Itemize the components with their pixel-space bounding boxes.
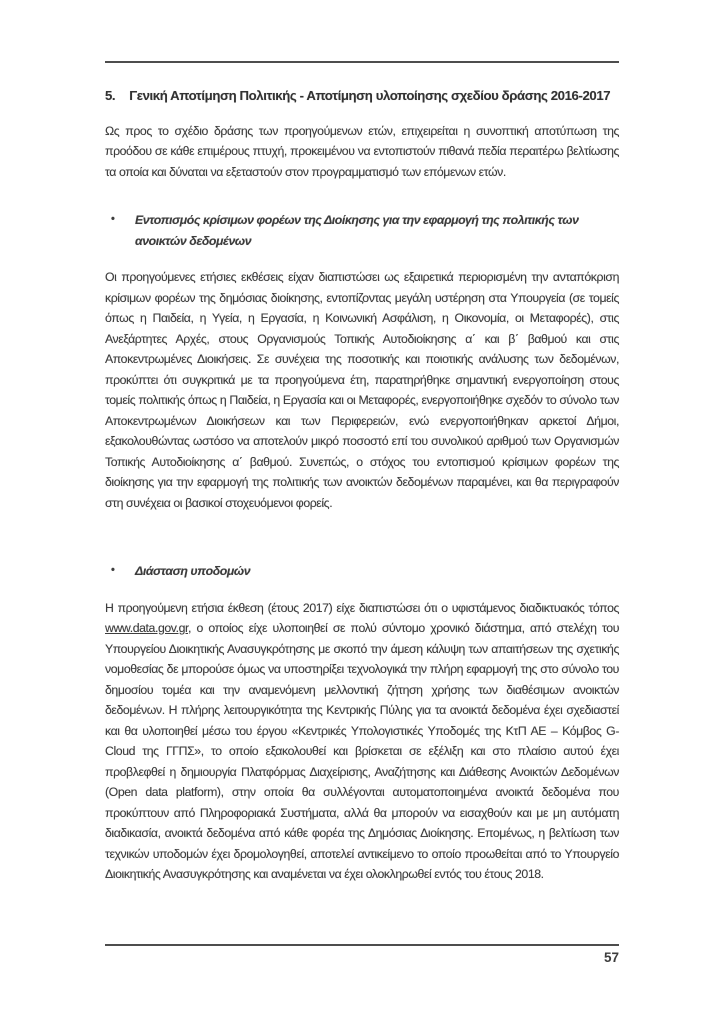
heading-number: 5. xyxy=(105,88,116,103)
bullet-icon: • xyxy=(111,213,115,225)
heading-title: Γενική Αποτίμηση Πολιτικής - Αποτίμηση υλοποίησης σχεδίου δράσης 2016-2017 xyxy=(129,88,611,103)
section-heading xyxy=(105,86,619,107)
header-rule xyxy=(105,61,619,63)
bullet-icon: • xyxy=(111,564,115,576)
bullet-item-critical-bodies xyxy=(105,210,619,251)
bullet-item-title: Διάσταση υποδομών xyxy=(135,564,251,578)
body-paragraph-infrastructure xyxy=(105,598,619,885)
data-gov-link[interactable]: www.data.gov.gr xyxy=(105,621,189,635)
page-number: 57 xyxy=(603,950,619,965)
footer-rule xyxy=(105,944,619,946)
intro-paragraph: Ως προς το σχέδιο δράσης των προηγούμενων ετών, επιχειρείται η συνοπτική αποτύπωση της προόδου σε κάθε επιμέρους πτυχή, προκειμένου να εντοπιστούν πιθανά πεδία περαιτέρω βελτίωσης τα οποία και δύναται να εξεταστούν στον προγραμματισμό των επόμενων ετών. xyxy=(105,123,619,179)
page-content xyxy=(105,86,619,885)
bullet-item-title: Εντοπισμός κρίσιμων φορέων της Διοίκησης για την εφαρμογή της πολιτικής των ανοικτών δεδομένων xyxy=(135,213,579,248)
body-text-before-link: Η προηγούμενη ετήσια έκθεση (έτους 2017) είχε διαπιστώσει ότι ο υφιστάμενος διαδικτυακός τόπος xyxy=(105,600,619,615)
body-paragraph-critical-bodies: Οι προηγούμενες ετήσιες εκθέσεις είχαν διαπιστώσει ως εξαιρετικά περιορισμένη την ανταπόκριση κρίσιμων φορέων της δημόσιας διοίκησης, εντοπίζοντας μεγάλη υστέρηση στα Υπουργεία (σε τομείς όπως η Παιδεία, η Υγεία, η Εργασία, η Κοινωνική Ασφάλιση, η Οικονομία, οι Μεταφορές), στις Ανεξάρτητες Αρχές, στους Οργανισμούς Τοπικής Αυτοδιοίκησης α΄ και β΄ βαθμού και στις Αποκεντρωμένες Διοικήσεις. Σε συνέχεια της ποσοτικής και ποιοτικής ανάλυσης των δεδομένων, προκύπτει ότι συγκριτικά με τα προηγούμενα έτη, παρατηρήθηκε σημαντική ενεργοποίηση στους τομείς πολιτικής όπως η Παιδεία, η Εργασία και οι Μεταφορές, ενεργοποιήθηκε σχεδόν το σύνολο των Αποκεντρωμένων Διοικήσεων και των Περιφερειών, ενώ ενεργοποιήθηκαν αρκετοί Δήμοι, εξακολουθώντας ωστόσο να αποτελούν μικρό ποσοστό επί του συνολικού αριθμού των Οργανισμών Τοπικής Αυτοδιοίκησης α΄ βαθμού. Συνεπώς, ο στόχος του εντοπισμού κρίσιμων φορέων της διοίκησης για την εφαρμογή της πολιτικής των ανοικτών δεδομένων παραμένει, και θα περιγραφούν στη συνέχεια οι βασικοί στοχευόμενοι φορείς. xyxy=(105,270,619,510)
bullet-item-infrastructure xyxy=(105,561,619,582)
body-text-after-link: , ο οποίος είχε υλοποιηθεί σε πολύ σύντομο χρονικό διάστημα, από στελέχη του Υπουργείου Διοικητικής Ανασυγκρότησης με σκοπό την άμεση κάλυψη των απαιτήσεων της σχετικής νομοθεσίας δε μπορούσε όμως να υποστηρίξει τεχνολογικά την πλήρη εφαρμογή της στο σύνολο του δημοσίου τομέα και την αναμενόμενη μελλοντική ζήτηση χρήσης των διαθέσιμων ανοικτών δεδομένων. Η πλήρης λειτουργικότητα της Κεντρικής Πύλης για τα ανοικτά δεδομένα έχει σχεδιαστεί και θα υλοποιηθεί μέσω του έργου «Κεντρικές Υπολογιστικές Υποδομές της ΚτΠ ΑΕ – Κόμβος G-Cloud της ΓΓΠΣ», το οποίο εξακολουθεί και βρίσκεται σε εξέλιξη και στο πλαίσιο αυτού έχει προβλεφθεί η δημιουργία Πλατφόρμας Διαχείρισης, Αναζήτησης και Διάθεσης Ανοικτών Δεδομένων (Open data platform), στην οποία θα συλλέγονται αυτοματοποιημένα ανοικτά δεδομένα που προκύπτουν από Πληροφοριακά Συστήματα, αλλά θα μπορούν να εισαχθούν και με μη αυτόματη διαδικασία, ανοικτά δεδομένα από κάθε φορέα της Δημόσιας Διοίκησης. Επομένως, η βελτίωση των τεχνικών υποδομών έχει δρομολογηθεί, αποτελεί αντικείμενο το οποίο προωθείται από το Υπουργείο Διοικητικής Ανασυγκρότησης και αναμένεται να έχει ολοκληρωθεί εντός του έτους 2018. xyxy=(105,621,619,881)
section-spacer xyxy=(105,547,619,561)
